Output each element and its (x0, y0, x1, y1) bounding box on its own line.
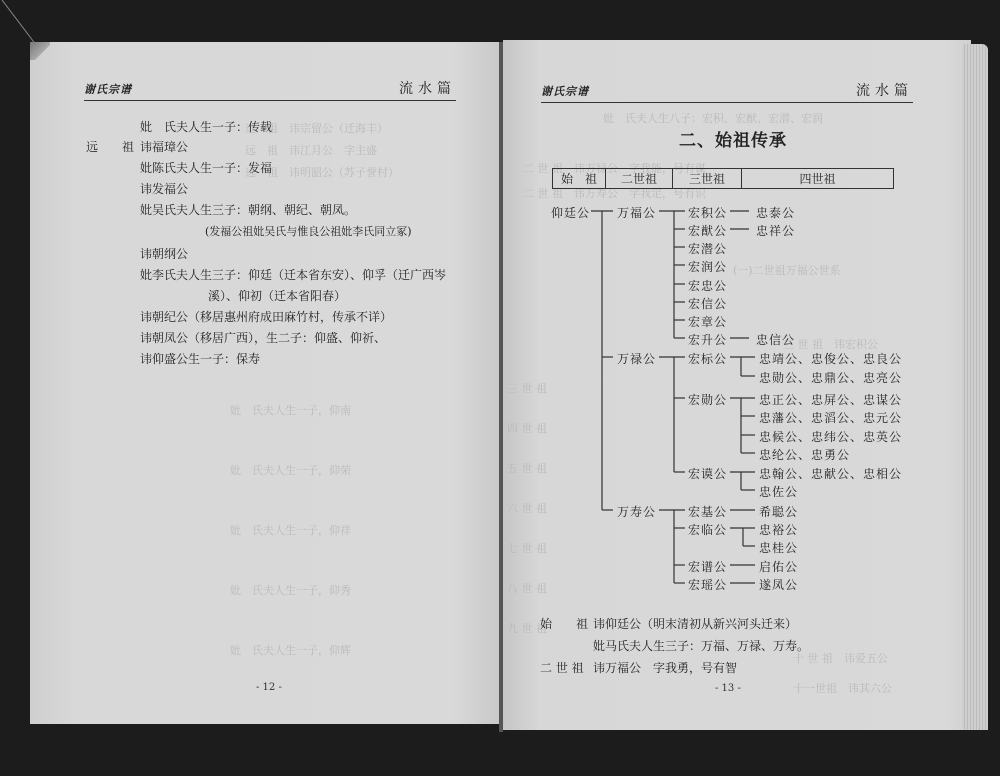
left-page (30, 42, 500, 724)
tree-node-gen3: 宏信公 (688, 297, 728, 311)
record-line: 讳福璋公 (140, 140, 189, 154)
book-title: 谢氏宗谱 (84, 83, 132, 96)
tree-node-gen3: 宏润公 (688, 260, 728, 274)
generation-col-2: 二世祖 (606, 169, 673, 189)
record-line: 讳仰盛公生一子：保寿 (140, 352, 261, 366)
record-line: 妣 氏夫人生一子：传载 (140, 120, 273, 134)
book-title: 谢氏宗谱 (541, 85, 589, 98)
tree-node-gen4: 忠正公、忠屏公、忠谋公 (759, 393, 903, 407)
tree-node-root: 仰廷公 (551, 206, 591, 220)
bleed-through-text: 远 祖 讳江月公 字主盛 (245, 144, 377, 157)
section-title: 流水篇 (856, 83, 913, 99)
tree-node-gen4: 忠翰公、忠献公、忠相公 (759, 467, 903, 481)
page-stack-edges (962, 44, 988, 730)
tree-node-gen4: 遂凤公 (759, 578, 799, 592)
bleed-through-text: 六 世 祖 (507, 502, 547, 515)
tree-node-gen4: 忠泰公 (756, 206, 796, 220)
section-heading: 二、始祖传承 (679, 131, 787, 151)
bleed-through-text: 八 世 祖 (507, 582, 547, 595)
bleed-through-text: 妣 氏夫人生一子，仰荣 (230, 464, 351, 477)
tree-node-gen3: 宏基公 (688, 505, 728, 519)
page-number: - 13 - (715, 683, 741, 694)
tree-node-gen3: 宏猷公 (688, 224, 728, 238)
bleed-through-text: 二 世 祖 讳万寿公 字我定，号有识 (523, 187, 706, 200)
bleed-through-text: 四 世 祖 (507, 422, 547, 435)
tree-node-gen3: 宏升公 (688, 333, 728, 347)
record-line: 讳仰廷公（明末清初从新兴河头迁来） (593, 617, 798, 631)
record-line: 讳朝纲公 (140, 247, 189, 261)
record-line: 妣马氏夫人生三子：万福、万禄、万寿。 (593, 639, 810, 653)
tree-node-gen3: 宏标公 (688, 352, 728, 366)
tree-node-gen3: 宏忠公 (688, 279, 728, 293)
bleed-through-text: 妣 氏夫人生一子，仰秀 (230, 584, 351, 597)
bleed-through-text: 三 世 祖 讳宏积公 (783, 338, 878, 351)
bleed-through-text: 妣 氏夫人生一子，仰南 (230, 404, 351, 417)
bleed-through-text: 十一世祖 讳其六公 (793, 682, 892, 695)
record-line: 讳发福公 (140, 182, 189, 196)
right-page (503, 40, 971, 730)
bleed-through-text: 妣 氏夫人生一子，仰祥 (230, 524, 351, 537)
record-line: 讳朝凤公（移居广西），生二子：仰盛、仰祈、 (140, 331, 387, 345)
generation-col-3: 三世祖 (673, 169, 742, 189)
tree-node-gen3: 宏谟公 (688, 467, 728, 481)
bleed-through-text: 妣 氏夫人生一子，仰辉 (230, 644, 351, 657)
tree-node-gen2: 万福公 (617, 206, 657, 220)
record-label: 始 祖 (540, 617, 589, 631)
tree-node-gen4: 忠桂公 (759, 541, 799, 555)
record-line: 讳万福公 字我勇，号有智 (593, 661, 738, 675)
record-line: 妣李氏夫人生三子：仰廷（迁本省东安）、仰孚（迁广西岑 (140, 268, 447, 282)
tree-node-gen2: 万寿公 (617, 505, 657, 519)
record-label: 远 祖 (86, 140, 135, 154)
tree-node-gen4: 启佑公 (759, 560, 799, 574)
record-line: 妣吴氏夫人生三子：朝纲、朝纪、朝凤。 (140, 203, 357, 217)
bleed-through-text: 妣 氏夫人生八子：宏积、宏猷、宏潜、宏润 (603, 112, 823, 125)
tree-node-gen3: 宏章公 (688, 315, 728, 329)
bleed-through-text: 五 世 祖 (507, 462, 547, 475)
left-page-header (84, 78, 456, 101)
tree-node-gen4: 希聪公 (759, 505, 799, 519)
tree-node-gen3: 宏谱公 (688, 560, 728, 574)
tree-node-gen3: 宏勋公 (688, 393, 728, 407)
tree-node-gen3: 宏潜公 (688, 242, 728, 256)
generation-col-1: 始 祖 (553, 169, 606, 189)
bleed-through-text: 九 世 祖 (507, 622, 547, 635)
record-label: 二 世 祖 (540, 661, 584, 675)
tree-node-gen4: 忠裕公 (759, 523, 799, 537)
tree-node-gen3: 宏临公 (688, 523, 728, 537)
bleed-through-text: (一)二世祖万福公世系 (733, 264, 841, 277)
record-line: 讳朝纪公（移居惠州府成田麻竹村，传承不详） (140, 310, 393, 324)
record-line: 溪）、仰初（迁本省阳春） (208, 289, 347, 303)
tree-node-gen4: 忠候公、忠纬公、忠英公 (759, 430, 903, 444)
tree-node-gen4: 忠祥公 (756, 224, 796, 238)
bleed-through-text: 七 世 祖 (507, 542, 547, 555)
generation-col-4: 四世祖 (742, 169, 894, 189)
tree-node-gen4: 忠纶公、忠勇公 (759, 448, 851, 462)
tree-node-gen4: 忠勋公、忠鼎公、忠亮公 (759, 371, 903, 385)
tree-node-gen4: 忠佐公 (759, 485, 799, 499)
tree-node-gen4: 忠信公 (756, 333, 796, 347)
tree-node-gen2: 万禄公 (617, 352, 657, 366)
tree-node-gen4: 忠藩公、忠滔公、忠元公 (759, 411, 903, 425)
tree-node-gen4: 忠靖公、忠俊公、忠良公 (759, 352, 903, 366)
page-corner-fold (30, 42, 50, 60)
record-note: (发福公祖妣吴氏与惟良公祖妣李氏同立冢) (205, 225, 412, 238)
page-number: - 12 - (256, 682, 282, 693)
bleed-through-text: 三 世 祖 (507, 382, 547, 395)
tree-node-gen3: 宏积公 (688, 206, 728, 220)
bleed-through-text: 远 祖 讳宗留公（迁海丰） (245, 122, 388, 135)
record-line: 妣陈氏夫人生一子：发福 (140, 161, 273, 175)
bleed-through-text: 十 世 祖 讳爱五公 (793, 652, 888, 665)
bleed-through-text: 远 祖 讳明韶公（苏子誉村） (245, 166, 399, 179)
bleed-through-text: 二 世 祖 讳万禄公 字我能，号有谋 (523, 162, 706, 175)
tree-node-gen3: 宏瑶公 (688, 578, 728, 592)
section-title: 流水篇 (399, 81, 456, 97)
